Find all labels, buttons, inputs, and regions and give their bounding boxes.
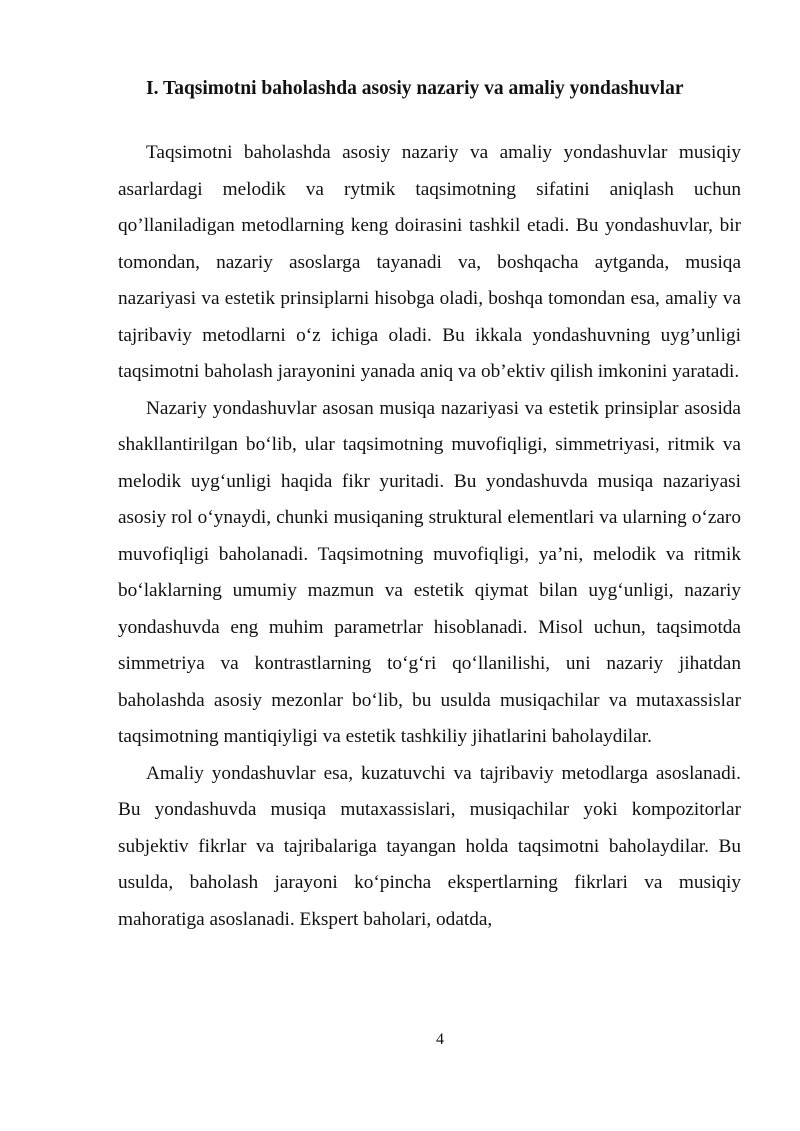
paragraph-3: Amaliy yondashuvlar esa, kuzatuvchi va tajribaviy metodlarga asoslanadi. Bu yondashuvda musiqa mutaxassislari, musiqachilar yoki kompozitorlar subjektiv fikrlar va tajribalariga tayangan holda taqsimotni baholaydilar. Bu usulda, baholash jarayoni ko‘pincha ekspertlarning fikrlari va musiqiy mahoratiga asoslanadi. Ekspert baholari, odatda, xyxy=(118,762,741,930)
section-heading: I. Taqsimotni baholashda asosiy nazariy va amaliy yondashuvlar xyxy=(146,78,684,99)
paragraph-2: Nazariy yondashuvlar asosan musiqa nazariyasi va estetik prinsiplar asosida shakllantirilgan bo‘lib, ular taqsimotning muvofiqligi, simmetriyasi, ritmik va melodik uyg‘unligi haqida fikr yuritadi. Bu yondashuvda musiqa nazariyasi asosiy rol o‘ynaydi, chunki musiqaning struktural elementlari va ularning o‘zaro muvofiqligi baholanadi. Taqsimotning muvofiqligi, ya’ni, melodik va ritmik bo‘laklarning umumiy mazmun va estetik qiymat bilan uyg‘unligi, nazariy yondashuvda eng muhim parametrlar hisoblanadi. Misol uchun, taqsimotda simmetriya va kontrastlarning to‘g‘ri qo‘llanilishi, uni nazariy jihatdan baholashda asosiy mezonlar bo‘lib, bu usulda musiqachilar va mutaxassislar taqsimotning mantiqiyligi va estetik tashkiliy jihatlarini baholaydilar. xyxy=(118,397,741,747)
page-number: 4 xyxy=(436,1031,444,1048)
body-text xyxy=(118,135,741,938)
paragraph-1: Taqsimotni baholashda asosiy nazariy va amaliy yondashuvlar musiqiy asarlardagi melodik va rytmik taqsimotning sifatini aniqlash uchun qo’llaniladigan metodlarning keng doirasini tashkil etadi. Bu yondashuvlar, bir tomondan, nazariy asoslarga tayanadi va, boshqacha aytganda, musiqa nazariyasi va estetik prinsiplarni hisobga oladi, boshqa tomondan esa, amaliy va tajribaviy metodlarni o‘z ichiga oladi. Bu ikkala yondashuvning uyg’unligi taqsimotni baholash jarayonini yanada aniq va ob’ektiv qilish imkonini yaratadi. xyxy=(118,142,741,382)
